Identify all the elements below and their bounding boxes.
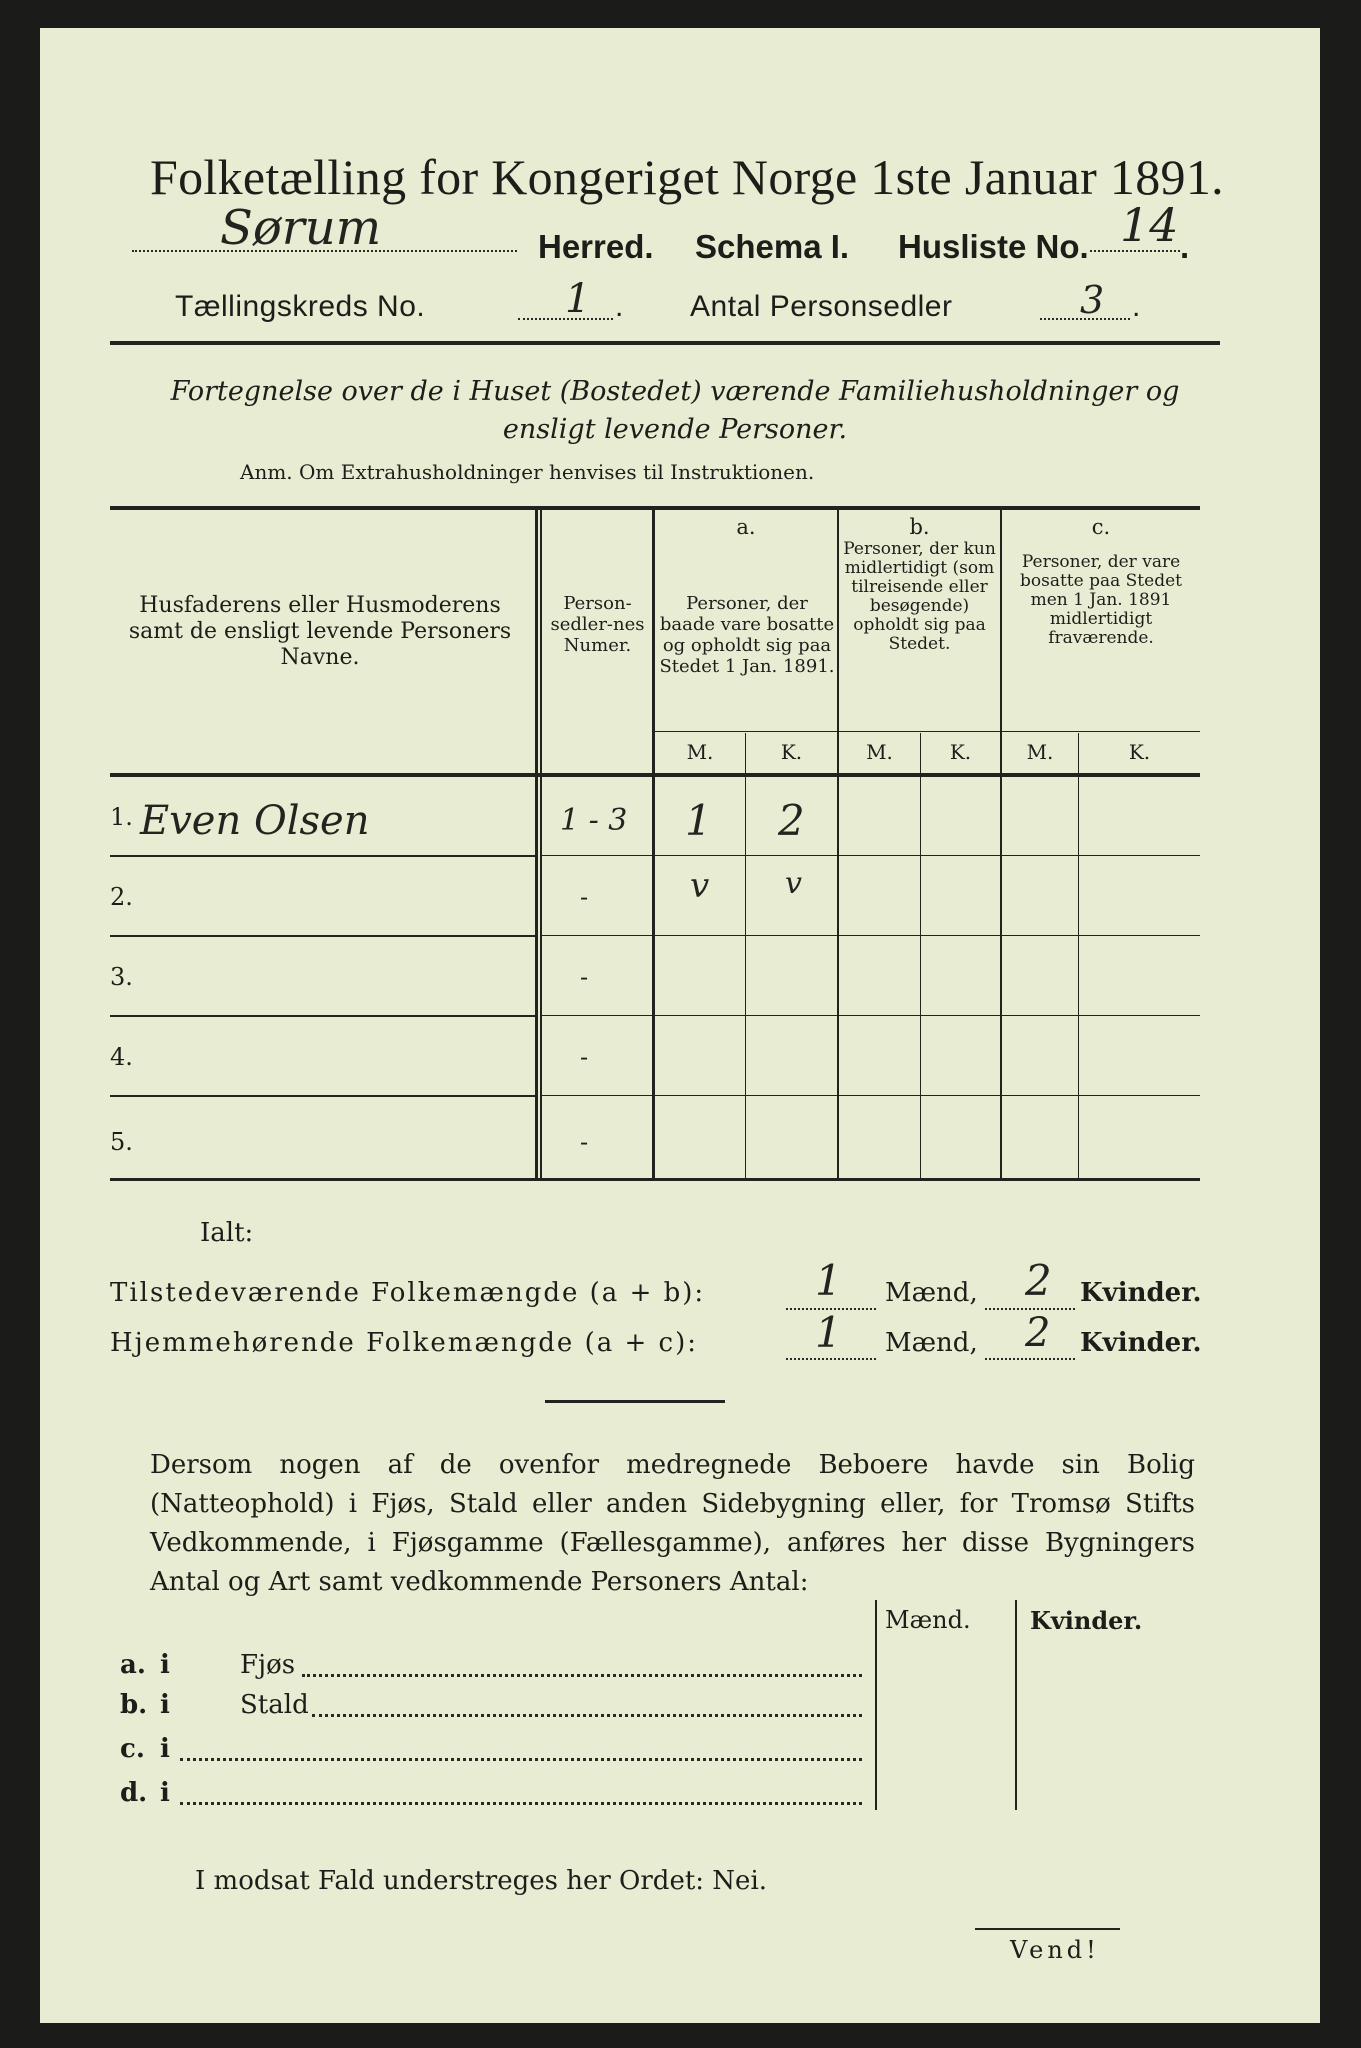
building-name: Fjøs <box>240 1650 296 1680</box>
total-present-maend: 1 <box>815 1256 842 1305</box>
row-a-k: v <box>785 866 802 901</box>
building-prep: i <box>160 1778 170 1808</box>
building-prep: i <box>160 1690 170 1720</box>
table-header-rule <box>110 773 1200 777</box>
total-resident-kvinder-label: Kvinder. <box>1080 1328 1202 1358</box>
building-dotline <box>180 1802 862 1805</box>
a-k-label: K. <box>780 740 803 764</box>
total-resident-maend: 1 <box>815 1308 842 1357</box>
table-bottom-rule <box>110 1178 1200 1181</box>
col-num-header: Person-sedler-nes Numer. <box>550 593 645 656</box>
building-name: Stald <box>240 1690 309 1720</box>
row-number: 5. <box>110 1128 133 1156</box>
total-resident-kvinder: 2 <box>1025 1310 1051 1356</box>
total-resident-kvinder-line <box>985 1358 1075 1360</box>
antal-value: 3 <box>1080 278 1105 322</box>
herred-value: Sørum <box>220 200 382 256</box>
c-m-label: M. <box>1026 740 1054 764</box>
row-line <box>542 1095 1200 1096</box>
intro-text: Fortegnelse over de i Huset (Bostedet) værende Familiehusholdninger og ensligt levende Personer. <box>170 376 1180 445</box>
col-name-header: Husfaderens eller Husmoderens samt de ensligt levende Personers Navne. <box>128 593 512 670</box>
anm-note: Anm. Om Extrahusholdninger henvises til Instruktionen. <box>240 460 815 484</box>
building-dotline <box>312 1714 862 1717</box>
census-form <box>40 28 1320 2023</box>
row-numer: - <box>580 963 589 991</box>
row-line <box>542 935 1200 936</box>
row-name: Even Olsen <box>140 798 370 844</box>
total-present-maend-label: Mænd, <box>885 1278 978 1308</box>
row-number: 1. <box>110 803 133 831</box>
taellingskreds-label: Tællingskreds No. <box>175 290 426 323</box>
row-line <box>110 1015 535 1017</box>
taellingskreds-value: 1 <box>565 276 591 322</box>
col-divider-mk <box>745 733 746 1178</box>
row-numer: 1 - 3 <box>560 803 628 838</box>
mk-rule <box>655 731 1200 732</box>
section-divider <box>545 1400 725 1403</box>
antal-label: Antal Personsedler <box>690 290 953 323</box>
row-a-m: 1 <box>685 796 712 845</box>
col-divider <box>652 510 655 1178</box>
row-numer: - <box>580 1043 589 1071</box>
row-number: 3. <box>110 963 133 991</box>
building-dotline <box>302 1674 862 1677</box>
b-m-label: M. <box>866 740 893 764</box>
buildings-divider <box>1015 1600 1017 1810</box>
col-c-header: Personer, der vare bosatte paa Stedet men 1 Jan. 1891 midlertidigt fraværende. <box>1020 552 1182 648</box>
herred-label: Herred. <box>538 228 654 265</box>
col-divider-mk <box>920 733 921 1178</box>
row-line <box>542 855 1200 856</box>
total-present-kvinder-label: Kvinder. <box>1080 1278 1202 1308</box>
buildings-maend-header: Mænd. <box>885 1606 971 1634</box>
row-line <box>110 935 535 937</box>
c-k-label: K. <box>1128 740 1151 764</box>
col-a-header: Personer, der baade vare bosatte og opholdt sig paa Stedet 1 Jan. 1891. <box>659 593 835 677</box>
col-b-letter: b. <box>909 515 930 539</box>
antal-period: . <box>1132 290 1141 323</box>
row-line <box>542 1015 1200 1016</box>
form-title: Folketælling for Kongeriget Norge 1ste Januar 1891. <box>150 149 1224 205</box>
buildings-kvinder-header: Kvinder. <box>1030 1606 1143 1635</box>
row-line <box>110 855 535 857</box>
row-number: 4. <box>110 1043 133 1071</box>
col-divider <box>535 510 538 1178</box>
col-divider <box>540 510 542 1178</box>
header-divider <box>110 341 1220 345</box>
husliste-period: . <box>1180 228 1190 265</box>
building-letter: d. <box>120 1778 148 1808</box>
building-prep: i <box>160 1734 170 1764</box>
total-resident-label: Hjemmehørende Folkemængde (a + c): <box>110 1328 698 1358</box>
col-a-letter: a. <box>736 515 756 539</box>
total-present-kvinder: 2 <box>1025 1256 1052 1305</box>
col-divider-mk <box>1078 733 1079 1178</box>
taellingskreds-period: . <box>615 290 624 323</box>
b-k-label: K. <box>949 740 972 764</box>
vend-rule <box>975 1928 1120 1930</box>
row-number: 2. <box>110 883 133 911</box>
building-prep: i <box>160 1650 170 1680</box>
buildings-divider <box>875 1600 877 1810</box>
col-b-header: Personer, der kun midlertidigt (som tilreisende eller besøgende) opholdt sig paa Stedet. <box>843 539 996 654</box>
a-m-label: M. <box>686 740 714 764</box>
footer-note: I modsat Fald understreges her Ordet: Nei. <box>195 1866 768 1896</box>
buildings-paragraph: Dersom nogen af de ovenfor medregnede Beboere havde sin Bolig (Natteophold) i Fjøs, Stald eller anden Sidebygning eller, for Tromsø Stifts Vedkommende, i Fjøsgamme (Fællesgamme), anføres her disse Bygningers Antal og Art samt vedkommende Personers Antal: <box>150 1450 1195 1597</box>
husliste-label: Husliste No. <box>898 228 1089 265</box>
building-letter: a. <box>120 1650 146 1680</box>
total-resident-maend-line <box>786 1358 876 1360</box>
total-resident-maend-label: Mænd, <box>885 1328 978 1358</box>
building-letter: b. <box>120 1690 148 1720</box>
row-line <box>110 1095 535 1097</box>
building-letter: c. <box>120 1734 145 1764</box>
row-numer: - <box>580 883 589 911</box>
table-top-rule <box>110 506 1200 510</box>
total-present-label: Tilstedeværende Folkemængde (a + b): <box>110 1278 706 1308</box>
row-a-k: 2 <box>778 796 805 845</box>
schema-label: Schema I. <box>695 228 850 265</box>
row-a-m: v <box>690 866 710 906</box>
col-c-letter: c. <box>1091 515 1111 539</box>
husliste-value: 14 <box>1120 198 1179 252</box>
row-numer: - <box>580 1128 589 1156</box>
vend-label: Vend! <box>1010 1936 1100 1964</box>
ialt-label: Ialt: <box>200 1218 254 1248</box>
building-dotline <box>180 1758 862 1761</box>
